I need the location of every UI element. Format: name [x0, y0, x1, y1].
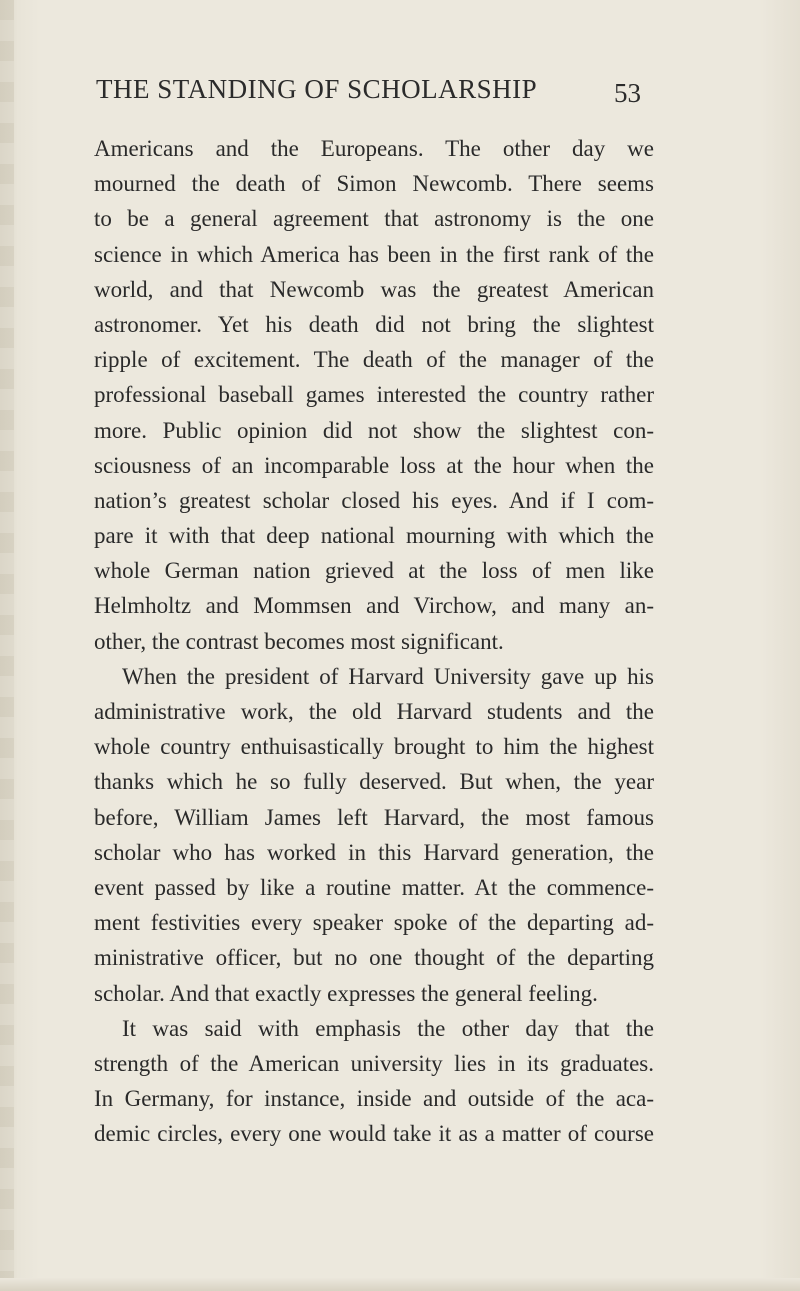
text-line: ripple of excitement. The death of the manager of the [94, 347, 654, 373]
text-line: nation’s greatest scholar closed his eyes. And if I com- [94, 487, 654, 513]
text-line: In Germany, for instance, inside and outside of the aca- [94, 1086, 654, 1112]
text-line: strength of the American university lies in its graduates. [94, 1050, 654, 1076]
running-head: THE STANDING OF SCHOLARSHIP [96, 74, 538, 104]
text-line: to be a general agreement that astronomy is the one [94, 206, 654, 232]
text-line: It was said with emphasis the other day that the [122, 1015, 654, 1041]
text-line: ministrative officer, but no one thought of the departing [94, 945, 654, 971]
text-line: Helmholtz and Mommsen and Virchow, and many an- [94, 593, 654, 619]
page-number: 53 [614, 78, 641, 108]
text-line: science in which America has been in the first rank of the [94, 241, 654, 267]
text-line: more. Public opinion did not show the slightest con- [94, 417, 654, 443]
text-line: pare it with that deep national mourning with which the [94, 523, 654, 549]
text-line: When the president of Harvard University gave up his [122, 663, 654, 689]
page-bottom-edge [0, 1278, 800, 1291]
text-line: thanks which he so fully deserved. But when, the year [94, 769, 654, 795]
text-line: whole country enthuisastically brought to him the highest [94, 734, 654, 760]
text-line: sciousness of an incomparable loss at the hour when the [94, 452, 654, 478]
body-text [94, 131, 654, 1151]
text-line: before, William James left Harvard, the most famous [94, 804, 654, 830]
text-line: world, and that Newcomb was the greatest American [94, 276, 654, 302]
text-line: scholar who has worked in this Harvard generation, the [94, 839, 654, 865]
text-line: Americans and the Europeans. The other day we [94, 136, 654, 161]
text-line: other, the contrast becomes most significant. [94, 628, 504, 654]
page-header [96, 74, 656, 114]
page-gutter [0, 0, 14, 1291]
text-line: administrative work, the old Harvard students and the [94, 699, 654, 724]
text-line: event passed by like a routine matter. At the commence- [94, 874, 654, 900]
text-line: ment festivities every speaker spoke of the departing ad- [94, 910, 654, 936]
text-line: whole German nation grieved at the loss of men like [94, 558, 654, 584]
text-line: scholar. And that exactly expresses the general feeling. [94, 980, 598, 1006]
text-line: mourned the death of Simon Newcomb. There seems [94, 171, 654, 197]
text-line: professional baseball games interested the country rather [94, 382, 654, 408]
text-line: astronomer. Yet his death did not bring the slightest [94, 311, 654, 337]
text-line: demic circles, every one would take it as a matter of course [94, 1121, 654, 1147]
